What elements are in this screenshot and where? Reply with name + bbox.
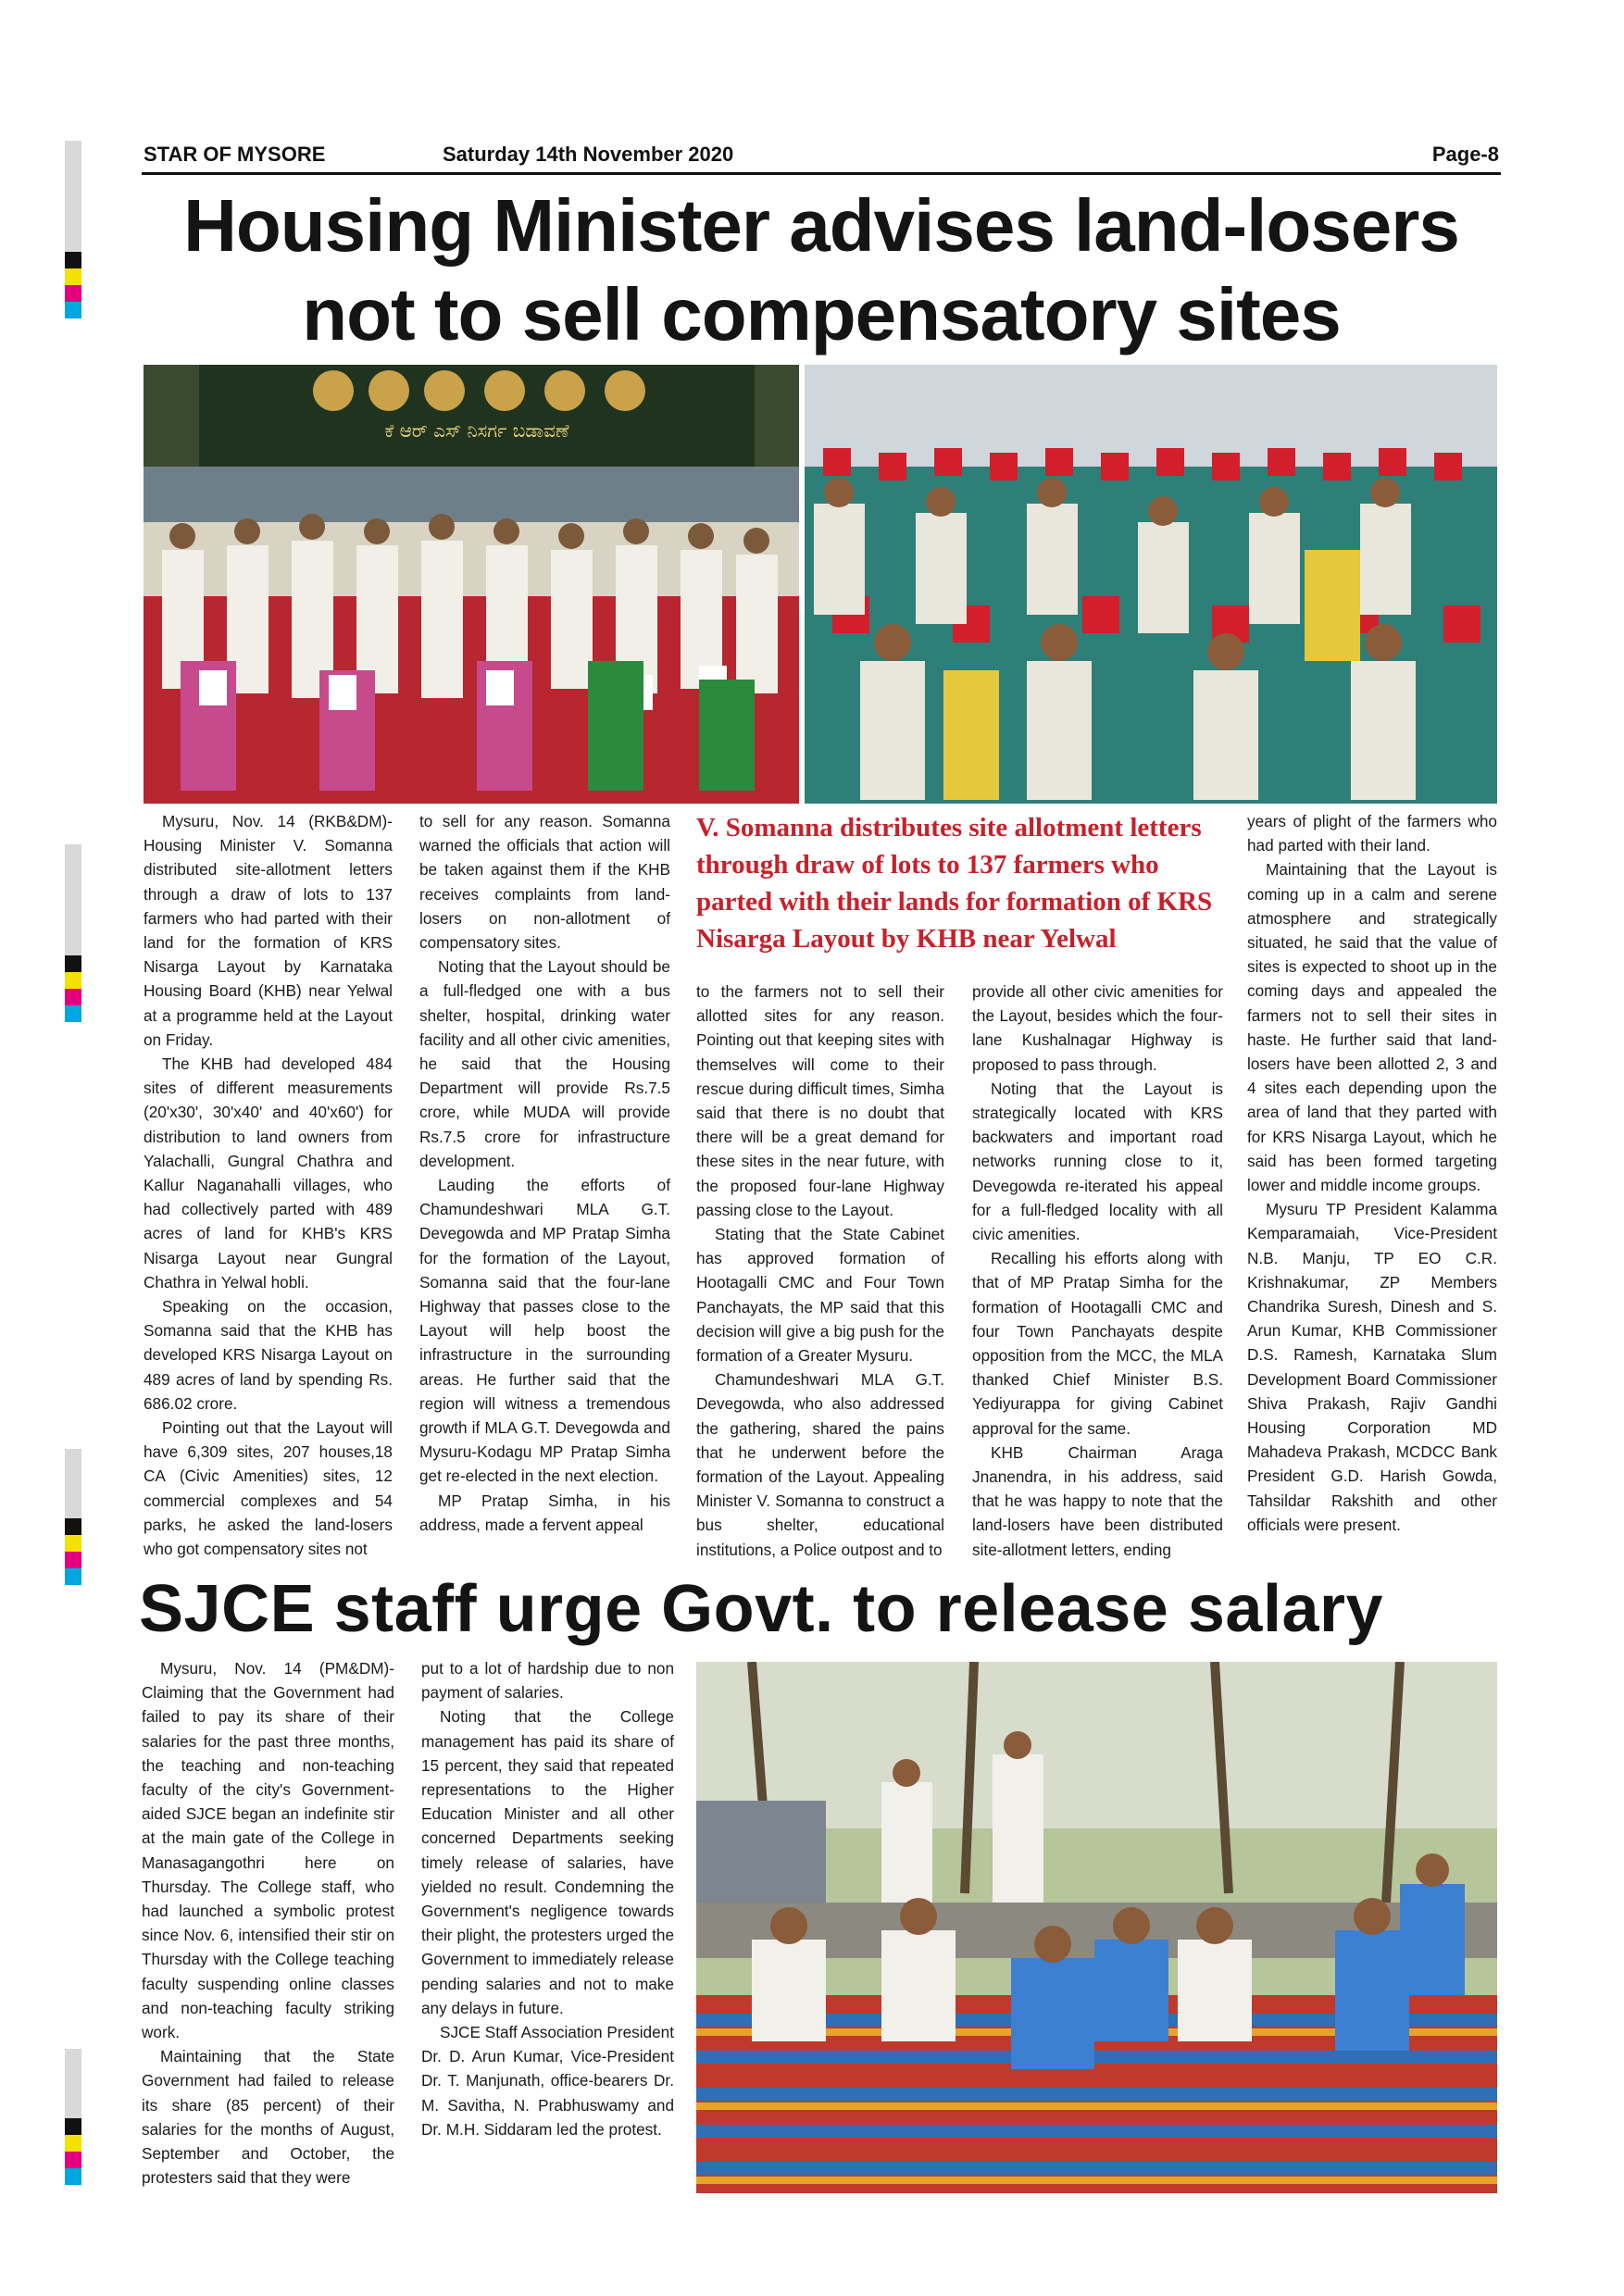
story1-c4-p4: KHB Chairman Araga Jnanendra, in his address, said that he was happy to note that the land-losers have been distributed site-allotment letters, ending bbox=[972, 1442, 1223, 1559]
story1-c1-p1: Mysuru, Nov. 14 (RKB&DM)- Housing Minister V. Somanna distributed site-allotment letters through a draw of lots to 137 farmers who had parted with their land for the formation of KRS Nisarga Layout by Karnataka Housing Board (KHB) near Yelwal at a programme held at the Layout on Friday. bbox=[144, 812, 393, 1049]
story1-c5-p1: years of plight of the farmers who had parted with their land. bbox=[1247, 812, 1497, 855]
story1-deck: V. Somanna distributes site allotment letters through draw of lots to 137 farmers who parted with their lands for formation of KRS Nisarga Layout by KHB near Yelwal bbox=[696, 813, 1213, 954]
story1-c5-p2: Maintaining that the Layout is coming up in a calm and serene atmosphere and strategically situated, he said that the value of sites is expected to shoot up in the coming days and appealed the farmers not to sell their sites in haste. He further said that land-losers have been allotted 2, 3 and 4 sites each depending upon the area of land that they parted with for KRS Nisarga Layout, which he said has been formed targeting lower and middle income groups. bbox=[1247, 860, 1497, 1195]
masthead bbox=[142, 139, 1501, 175]
story1-c3-p1: to the farmers not to sell their allotted sites for any reason. Pointing out that keeping sites with themselves will come to their rescue during difficult times, Simha said that there is no doubt that there will be a great demand for these sites in the near future, with the proposed four-lane Highway passing close to the Layout. bbox=[696, 982, 944, 1219]
story1-column-1 bbox=[144, 809, 393, 1561]
story1-c5-p3: Mysuru TP President Kalamma Kemparamaiah, Vice-President N.B. Manju, TP EO C.R. Krishnakumar, ZP Members Chandrika Suresh, Dinesh and S. Arun Kumar, KHB Commissioner D.S. Ramesh, Karnataka Slum Development Board Commissioner Shiva Prakash, Rajiv Gandhi Housing Corporation MD Mahadeva Prakash, MCDCC Bank President G.D. Harish Gowda, Tahsildar Rakshith and other officials were present. bbox=[1247, 1200, 1497, 1534]
story2-column-2 bbox=[421, 1656, 674, 2141]
story2-photo-protest bbox=[696, 1662, 1497, 2193]
story2-c2-p3: SJCE Staff Association President Dr. D. Arun Kumar, Vice-President Dr. T. Manjunath, office-bearers Dr. M. Savitha, N. Prabhuswamy and Dr. M.H. Siddaram led the protest. bbox=[421, 2023, 674, 2139]
page-number: Page-8 bbox=[1431, 143, 1499, 166]
story1-c4-p2: Noting that the Layout is strategically located with KRS backwaters and important road networks running close to it, Devegowda re-iterated his appeal for a full-fledged locality with all civic amenities. bbox=[972, 1079, 1223, 1244]
story1-c2-p2: Noting that the Layout should be a full-fledged one with a bus shelter, hospital, drinking water facility and all other civic amenities, he said that the Housing Department will provide Rs.7.5 crore, while MUDA will provide Rs.7.5 crore for infrastructure development. bbox=[419, 957, 670, 1170]
registration-marks-middle bbox=[65, 844, 81, 1022]
story1-photo-stage bbox=[144, 365, 799, 804]
registration-marks-bottom bbox=[65, 2049, 81, 2185]
story1-c1-p2: The KHB had developed 484 sites of different measurements (20'x30', 30'x40' and 40'x60') for distribution to land owners from Yalachalli, Gungral Chathra and Kallur Naganahalli villages, who had collectively parted with 489 acres of land for KHB's KRS Nisarga Layout near Gungral Chathra in Yelwal hobli. bbox=[144, 1054, 393, 1292]
story1-column-2 bbox=[419, 809, 670, 1537]
story1-c1-p4: Pointing out that the Layout will have 6,309 sites, 207 houses,18 CA (Civic Amenities) sites, 12 commercial complexes and 54 parks, he asked the land-losers who got compensatory sites not bbox=[144, 1418, 393, 1559]
story2-headline: SJCE staff urge Govt. to release salary bbox=[139, 1572, 1384, 1646]
registration-marks-lower bbox=[65, 1449, 81, 1585]
issue-date: Saturday 14th November 2020 bbox=[443, 143, 734, 166]
registration-marks-top bbox=[65, 141, 81, 318]
story2-c1-p2: Maintaining that the State Government had failed to release its share (85 percent) of their salaries for the months of August, September and October, the protesters said that they were bbox=[142, 2047, 394, 2188]
story2-c2-p1: put to a lot of hardship due to non payment of salaries. bbox=[421, 1659, 674, 1703]
story1-column-4 bbox=[972, 980, 1223, 1562]
story1-c1-p3: Speaking on the occasion, Somanna said that the KHB has developed KRS Nisarga Layout on 489 acres of land by spending Rs. 686.02 crore. bbox=[144, 1297, 393, 1413]
story2-column-1 bbox=[142, 1656, 394, 2190]
paper-name: STAR OF MYSORE bbox=[144, 143, 326, 166]
story2-c2-p2: Noting that the College management has paid its share of 15 percent, they said that repeated representations to the Higher Education Minister and all other concerned Departments seeking timely release of salaries, have yielded no result. Condemning the Government's negligence towards their plight, the protesters urged the Government to immediately release pending salaries and not to make any delays in future. bbox=[421, 1707, 674, 2017]
photo1-banner-text: ಕೆ ಆರ್ ಎಸ್ ನಿಸರ್ಗ ಬಡಾವಣೆ bbox=[384, 419, 569, 442]
story1-c4-p3: Recalling his efforts along with that of MP Pratap Simha for the formation of Hootagalli CMC and four Town Panchayats despite opposition from the MCC, the MLA thanked Chief Minister B.S. Yediyurappa for giving Cabinet approval for the same. bbox=[972, 1249, 1223, 1438]
story1-c2-p1: to sell for any reason. Somanna warned the officials that action will be taken against them if the KHB receives complaints from land-losers on non-allotment of compensatory sites. bbox=[419, 812, 670, 953]
story1-c3-p2: Stating that the State Cabinet has approved formation of Hootagalli CMC and Four Town Panchayats, the MP said that this decision will give a big push for the formation of a Greater Mysuru. bbox=[696, 1225, 944, 1366]
story1-headline: Housing Minister advises land-losers not to sell compensatory sites bbox=[183, 184, 1459, 356]
story1-c2-p4: MP Pratap Simha, in his address, made a fervent appeal bbox=[419, 1491, 670, 1534]
story1-c2-p3: Lauding the efforts of Chamundeshwari MLA G.T. Devegowda and MP Pratap Simha for the formation of the Layout, Somanna said that the four-lane Highway that passes close to the Layout will help boost the infrastructure in the surrounding areas. He further said that the region will witness a tremendous growth if MLA G.T. Devegowda and Mysuru-Kodagu MP Pratap Simha get re-elected in the next election. bbox=[419, 1176, 670, 1486]
story1-c4-p1: provide all other civic amenities for the Layout, besides which the four-lane Kushalnagar Highway is proposed to pass through. bbox=[972, 982, 1223, 1074]
story2-c1-p1: Mysuru, Nov. 14 (PM&DM)- Claiming that the Government had failed to pay its share of their salaries for the past three months, the teaching and non-teaching faculty of the city's Government-aided SJCE began an indefinite stir at the main gate of the College in Manasagangothri here on Thursday. The College staff, who had launched a symbolic protest since Nov. 6, intensified their stir on Thursday with the College teaching faculty suspending online classes and non-teaching faculty striking work. bbox=[142, 1659, 394, 2042]
story1-photo-crowd bbox=[805, 365, 1497, 804]
story1-c3-p3: Chamundeshwari MLA G.T. Devegowda, who also addressed the gathering, shared the pains that he underwent before the formation of the Layout. Appealing Minister V. Somanna to construct a bus shelter, educational institutions, a Police outpost and to bbox=[696, 1370, 944, 1559]
story1-column-3 bbox=[696, 980, 944, 1562]
story1-column-5 bbox=[1247, 809, 1497, 1537]
